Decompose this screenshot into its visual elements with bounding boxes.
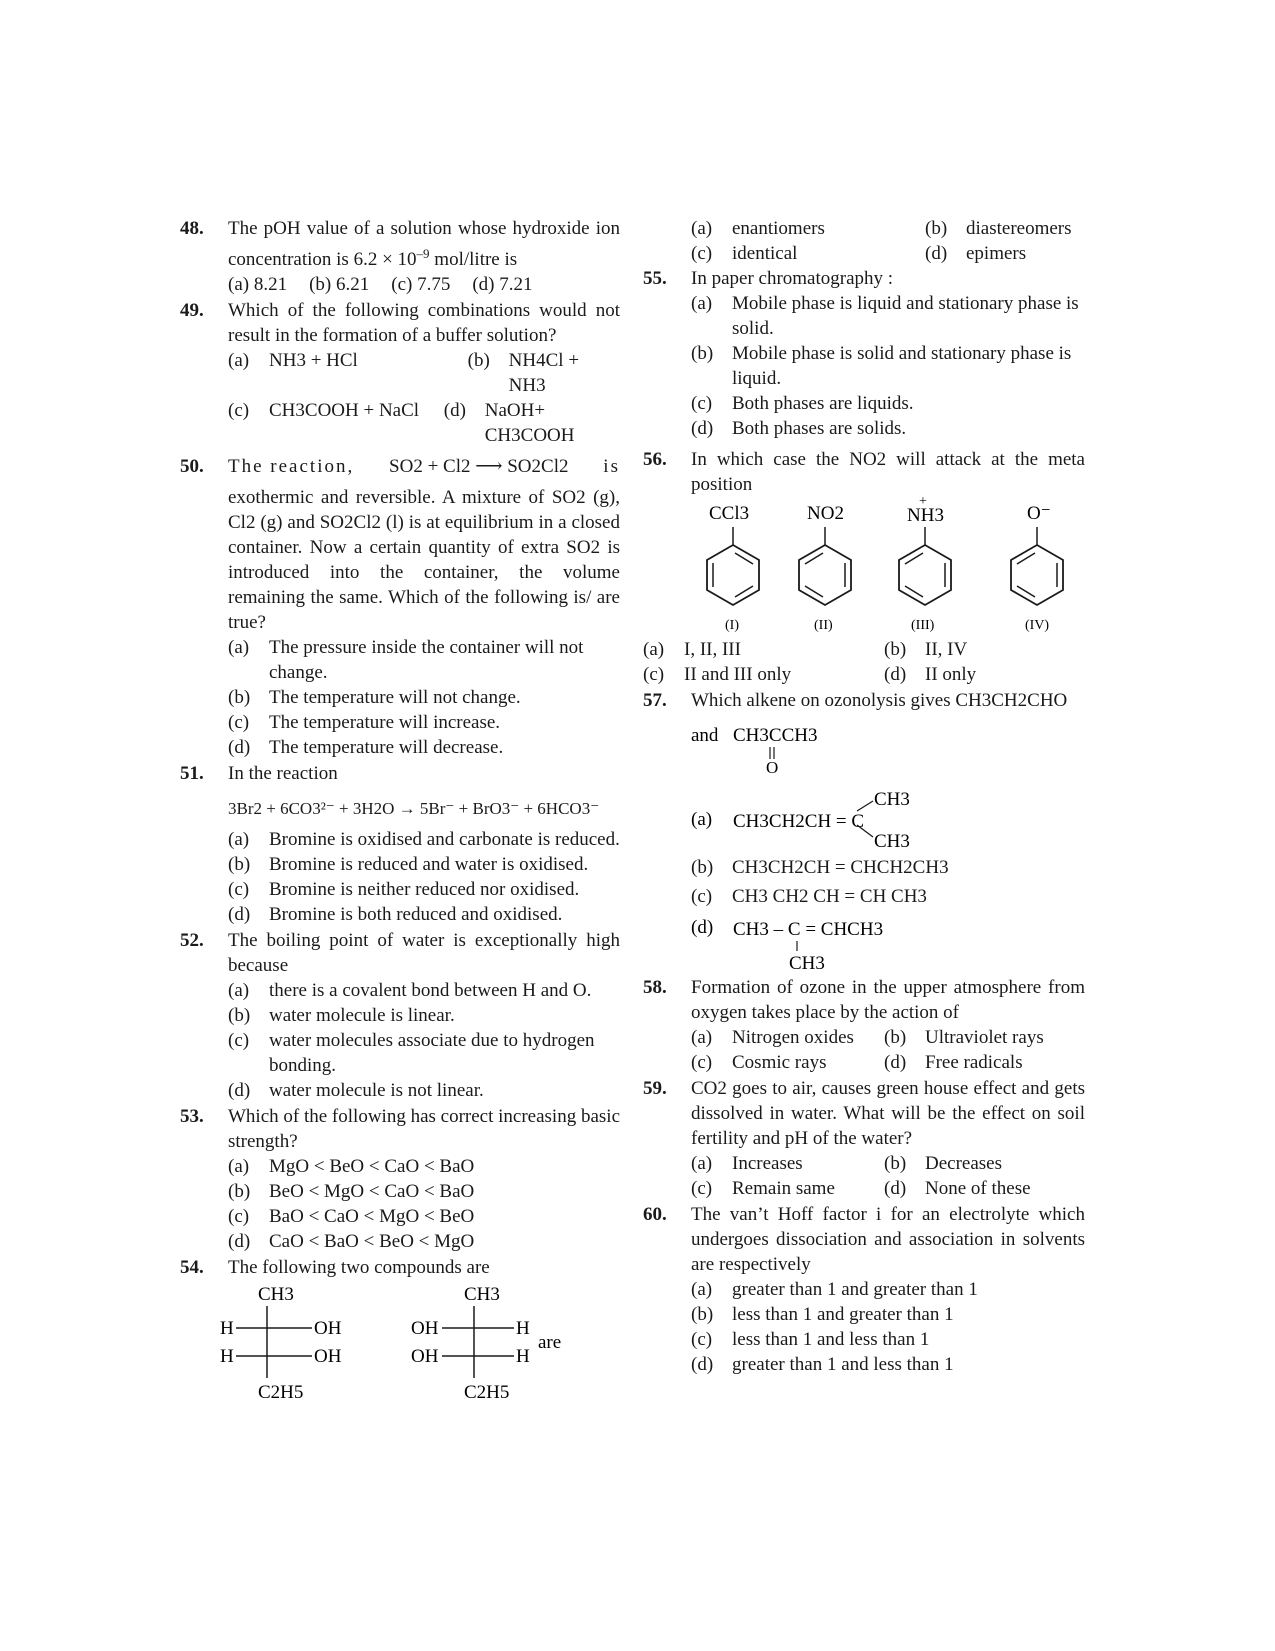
- benzene-structures: [687, 497, 1087, 637]
- option-c[interactable]: (c) identical: [691, 243, 798, 264]
- question-text: The pOH value of a solution whose hydroxide ion concentration is $6.2 \times 10^{-9}$ mol/litre is: [228, 218, 620, 270]
- option-d[interactable]: (d) greater than 1 and less than 1: [691, 1354, 954, 1375]
- option-a[interactable]: (a) Nitrogen oxides: [691, 1027, 854, 1048]
- structure-1: [707, 503, 759, 633]
- fischer2-r2: H: [516, 1346, 530, 1367]
- question-52: [180, 928, 620, 1103]
- question-number: 48.: [180, 218, 204, 239]
- option-a-structure[interactable]: [643, 785, 1037, 855]
- question-number: 57.: [643, 690, 667, 711]
- question-55: [643, 266, 1085, 441]
- options-row: [643, 662, 1085, 687]
- option-a[interactable]: (a) Mobile phase is liquid and stationary phase is solid.: [691, 293, 1079, 339]
- left-column: [180, 216, 620, 1401]
- structure-2-group: NO2: [807, 503, 844, 524]
- options-row: [643, 637, 1085, 662]
- question-59: [643, 1076, 1085, 1201]
- question-text: Which of the following combinations would not result in the formation of a buffer solution?: [228, 300, 620, 346]
- structure-1-group: CCl3: [709, 503, 750, 524]
- option-c[interactable]: (c) Remain same: [691, 1178, 835, 1199]
- question-number: 59.: [643, 1078, 667, 1099]
- structure-3-charge: +: [919, 497, 927, 509]
- option-a-formula: CH3CH2CH = C: [733, 811, 865, 832]
- option-c[interactable]: (c) II and III only: [643, 664, 792, 685]
- fischer2-l1: OH: [411, 1318, 439, 1339]
- structure-4: [1011, 503, 1063, 633]
- option-c[interactable]: (c) Cosmic rays: [691, 1052, 827, 1073]
- question-text: Which alkene on ozonolysis gives CH3CH2CHO: [691, 690, 1068, 711]
- option-d[interactable]: (d) Bromine is both reduced and oxidised.: [228, 904, 563, 925]
- fischer1-l2: H: [220, 1346, 234, 1367]
- question-text-continued: exothermic and reversible. A mixture of SO2 (g), Cl2 (g) and SO2Cl2 (l) is at equilibrium in a closed container. Now a certain quantity of extra SO2 is introduced into the container, the volume remaining the same. Which of the following is/ are true?: [228, 487, 620, 633]
- option-d[interactable]: (d) Free radicals: [884, 1052, 1023, 1073]
- option-d[interactable]: (d) The temperature will decrease.: [228, 737, 504, 758]
- reaction-equation: SO2 + Cl2 ⟶ SO2Cl2: [389, 456, 569, 477]
- options-row: [228, 272, 620, 297]
- option-b[interactable]: (b) CH3CH2CH = CHCH2CH3: [691, 857, 949, 878]
- fischer1-l1: H: [220, 1318, 234, 1339]
- option-a[interactable]: (a) Bromine is oxidised and carbonate is reduced.: [228, 829, 620, 850]
- fischer1-r2: OH: [314, 1346, 342, 1367]
- option-b[interactable]: (b) NH4Cl + NH3: [467, 350, 580, 396]
- option-b[interactable]: (b) less than 1 and greater than 1: [691, 1304, 954, 1325]
- option-a[interactable]: (a) MgO < BeO < CaO < BaO: [228, 1156, 475, 1177]
- structure-3-group: NH3: [907, 505, 944, 526]
- question-54: [180, 1255, 620, 1400]
- question-51: [180, 761, 620, 927]
- question-text: Which of the following has correct increasing basic strength?: [228, 1106, 620, 1152]
- question-60: [643, 1202, 1085, 1377]
- option-a[interactable]: (a) enantiomers: [691, 218, 825, 239]
- structure-2-roman: (II): [814, 618, 833, 633]
- question-number: 58.: [643, 977, 667, 998]
- structure-4-roman: (IV): [1025, 618, 1050, 633]
- question-57: [643, 688, 1085, 971]
- question-number: 55.: [643, 268, 667, 289]
- question-text: Formation of ozone in the upper atmosphere from oxygen takes place by the action of: [691, 977, 1085, 1023]
- option-b[interactable]: (b) diastereomers: [925, 218, 1072, 239]
- option-d[interactable]: (d) CaO < BaO < BeO < MgO: [228, 1231, 475, 1252]
- fischer2-l2: OH: [411, 1346, 439, 1367]
- option-d-branch: CH3: [789, 953, 825, 971]
- question-number: 54.: [180, 1257, 204, 1278]
- fischer1-bottom: C2H5: [258, 1382, 304, 1400]
- fischer1-r1: OH: [314, 1318, 342, 1339]
- option-b[interactable]: (b) Ultraviolet rays: [884, 1027, 1044, 1048]
- structure-3-roman: (III): [911, 618, 935, 633]
- option-d-structure[interactable]: [643, 913, 1037, 971]
- option-c[interactable]: (c) water molecules associate due to hydrogen bonding.: [228, 1030, 595, 1076]
- option-d-formula: CH3 – C = CHCH3: [733, 919, 884, 940]
- option-b[interactable]: (b) II, IV: [884, 639, 968, 660]
- question-number: 60.: [643, 1204, 667, 1225]
- option-d[interactable]: (d) None of these: [884, 1178, 1031, 1199]
- option-d[interactable]: (d) NaOH+ CH3COOH: [443, 400, 575, 446]
- option-c[interactable]: (c) CH3 CH2 CH = CH CH3: [691, 886, 927, 907]
- question-text: In which case the NO2 will attack at the meta position: [691, 449, 1085, 495]
- options-row: [691, 1050, 1085, 1075]
- options-row: [691, 1151, 1085, 1176]
- option-c[interactable]: (c) Both phases are liquids.: [691, 393, 914, 414]
- options-row: [691, 1176, 1085, 1201]
- option-a-top: CH3: [874, 789, 910, 810]
- option-d[interactable]: (d) 7.21: [472, 274, 533, 295]
- option-d-label: (d): [691, 917, 714, 938]
- option-d[interactable]: (d) epimers: [925, 243, 1027, 264]
- option-b[interactable]: (b) Mobile phase is solid and stationary phase is liquid.: [691, 343, 1072, 389]
- question-text: The reaction, SO2 + Cl2 ⟶ SO2Cl2 is: [228, 456, 620, 477]
- question-number: 51.: [180, 763, 204, 784]
- option-a[interactable]: (a) there is a covalent bond between H and O.: [228, 980, 592, 1001]
- option-a[interactable]: (a) Increases: [691, 1153, 803, 1174]
- question-56: [643, 447, 1085, 687]
- structure-2: [799, 503, 851, 633]
- options-row: [691, 1025, 1085, 1050]
- option-d[interactable]: (d) water molecule is not linear.: [228, 1080, 484, 1101]
- and-text: and: [691, 725, 719, 746]
- fischer2-bottom: C2H5: [464, 1382, 510, 1400]
- question-text: In the reaction: [228, 763, 338, 784]
- option-a[interactable]: (a) 8.21: [228, 274, 288, 295]
- structure-3: [899, 497, 951, 633]
- option-c[interactable]: (c) 7.75: [391, 274, 451, 295]
- question-text: The following two compounds are: [228, 1257, 490, 1278]
- structure-1-roman: (I): [725, 618, 739, 633]
- option-a[interactable]: (a) greater than 1 and greater than 1: [691, 1279, 978, 1300]
- option-c[interactable]: (c) BaO < CaO < MgO < BeO: [228, 1206, 475, 1227]
- ketone-formula: CH3CCH3: [733, 725, 818, 746]
- question-text: The boiling point of water is exceptionally high because: [228, 930, 620, 976]
- question-58: [643, 975, 1085, 1075]
- option-d[interactable]: (d) II only: [884, 664, 977, 685]
- option-b[interactable]: (b) water molecule is linear.: [228, 1005, 455, 1026]
- fischer-projection-1: [220, 1284, 342, 1400]
- option-a[interactable]: (a) The pressure inside the container will not change.: [228, 637, 584, 683]
- reaction-equation: 3Br2 + 6CO3²⁻ + 3H2O → 5Br⁻ + BrO3⁻ + 6HCO3⁻: [228, 799, 600, 818]
- fischer-projections: [180, 1280, 580, 1400]
- option-b[interactable]: (b) 6.21: [309, 274, 370, 295]
- option-c[interactable]: (c) CH3COOH + NaCl: [228, 400, 420, 421]
- ketone-structure: [691, 719, 1085, 775]
- question-number: 56.: [643, 449, 667, 470]
- option-b[interactable]: (b) The temperature will not change.: [228, 687, 521, 708]
- question-number: 50.: [180, 456, 204, 477]
- option-a[interactable]: (a) I, II, III: [643, 639, 741, 660]
- options-row: [228, 398, 620, 448]
- option-a-bottom: CH3: [874, 831, 910, 852]
- question-text: In paper chromatography :: [691, 268, 894, 289]
- option-c[interactable]: (c) The temperature will increase.: [228, 712, 501, 733]
- question-53: [180, 1104, 620, 1254]
- ketone-oxygen: O: [766, 758, 779, 775]
- option-d[interactable]: (d) Both phases are solids.: [691, 418, 907, 439]
- question-54-options: [643, 216, 1085, 266]
- option-b[interactable]: (b) Bromine is reduced and water is oxidised.: [228, 854, 589, 875]
- right-column: [643, 216, 1085, 1378]
- option-c[interactable]: (c) Bromine is neither reduced nor oxidised.: [228, 879, 580, 900]
- question-text: CO2 goes to air, causes green house effect and gets dissolved in water. What will be the effect on soil fertility and pH of the water?: [691, 1078, 1085, 1149]
- option-a[interactable]: (a) NH3 + HCl: [228, 350, 358, 371]
- question-49: [180, 298, 620, 448]
- question-48: [180, 216, 620, 297]
- fischer-projection-2: [411, 1284, 530, 1400]
- question-50: [180, 454, 620, 760]
- question-number: 52.: [180, 930, 204, 951]
- fischer2-top: CH3: [464, 1284, 500, 1305]
- fischer2-r1: H: [516, 1318, 530, 1339]
- option-b[interactable]: (b) BeO < MgO < CaO < BaO: [228, 1181, 475, 1202]
- are-text: are: [538, 1332, 562, 1353]
- structure-4-group: O⁻: [1027, 503, 1051, 524]
- option-b[interactable]: (b) Decreases: [884, 1153, 1003, 1174]
- option-c[interactable]: (c) less than 1 and less than 1: [691, 1329, 930, 1350]
- fischer1-top: CH3: [258, 1284, 294, 1305]
- options-row: [228, 348, 620, 398]
- question-number: 53.: [180, 1106, 204, 1127]
- question-text: The van’t Hoff factor i for an electrolyte which undergoes dissociation and association in solvents are respectively: [691, 1204, 1085, 1275]
- question-number: 49.: [180, 300, 204, 321]
- option-a-label: (a): [691, 809, 713, 830]
